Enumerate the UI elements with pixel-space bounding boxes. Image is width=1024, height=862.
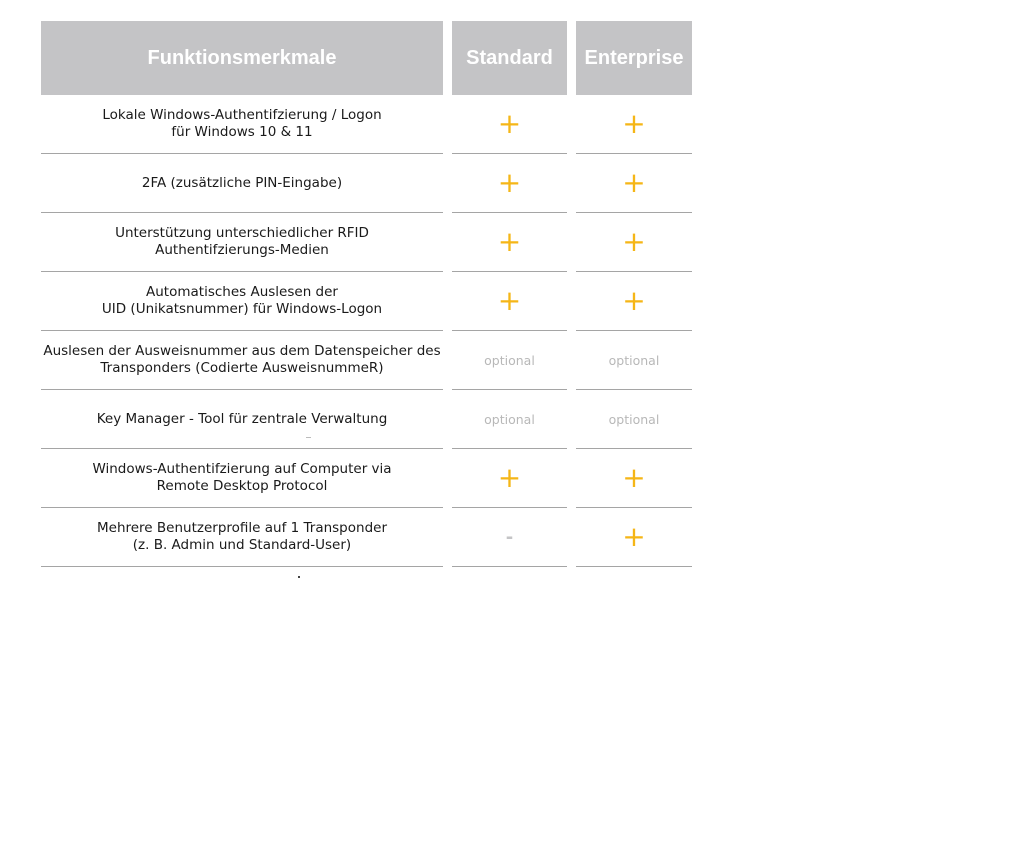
standard-cell bbox=[452, 390, 567, 449]
header-enterprise bbox=[576, 21, 692, 95]
standard-cell bbox=[452, 154, 567, 213]
table-row bbox=[0, 95, 700, 154]
optional-label: optional bbox=[608, 411, 660, 427]
optional-label: optional bbox=[608, 352, 660, 368]
feature-text: Auslesen der Ausweisnummer aus dem Datenspeicher des Transponders (Codierte AusweisnummeR) bbox=[43, 343, 441, 376]
standard-cell bbox=[452, 449, 567, 508]
plus-icon: + bbox=[497, 284, 522, 317]
feature-cell bbox=[41, 331, 443, 390]
feature-cell bbox=[41, 449, 443, 508]
header-features bbox=[41, 21, 443, 95]
feature-text: Unterstützung unterschiedlicher RFID Authentifzierungs-Medien bbox=[115, 225, 369, 258]
stray-dash-mark bbox=[306, 437, 311, 438]
feature-text: Windows-Authentifzierung auf Computer via Remote Desktop Protocol bbox=[92, 461, 392, 494]
feature-cell bbox=[41, 272, 443, 331]
table-row bbox=[0, 154, 700, 213]
standard-cell bbox=[452, 508, 567, 567]
plus-icon: + bbox=[622, 225, 646, 258]
header-standard bbox=[452, 21, 567, 95]
table-row bbox=[0, 449, 700, 508]
feature-cell bbox=[41, 95, 443, 154]
table-row bbox=[0, 272, 700, 331]
enterprise-cell bbox=[576, 390, 692, 449]
feature-cell bbox=[41, 390, 443, 449]
plus-icon: + bbox=[497, 107, 522, 140]
table-row bbox=[0, 213, 700, 272]
feature-text: Key Manager - Tool für zentrale Verwaltung bbox=[96, 410, 388, 427]
plus-icon: + bbox=[622, 166, 646, 199]
enterprise-cell bbox=[576, 331, 692, 390]
header-standard-label: Standard bbox=[466, 46, 553, 69]
table-row bbox=[0, 331, 700, 390]
plus-icon: + bbox=[622, 284, 646, 317]
feature-text: 2FA (zusätzliche PIN-Eingabe) bbox=[141, 174, 343, 191]
standard-cell bbox=[452, 213, 567, 272]
header-enterprise-label: Enterprise bbox=[584, 46, 684, 69]
feature-text: Mehrere Benutzerprofile auf 1 Transponder (z. B. Admin und Standard-User) bbox=[96, 520, 387, 553]
plus-icon: + bbox=[622, 107, 646, 140]
plus-icon: + bbox=[622, 461, 646, 494]
enterprise-cell bbox=[576, 508, 692, 567]
feature-cell bbox=[41, 213, 443, 272]
enterprise-cell bbox=[576, 154, 692, 213]
enterprise-cell bbox=[576, 449, 692, 508]
standard-cell bbox=[452, 272, 567, 331]
enterprise-cell bbox=[576, 213, 692, 272]
optional-label: optional bbox=[484, 352, 535, 368]
header-features-label: Funktionsmerkmale bbox=[147, 46, 337, 69]
plus-icon: + bbox=[497, 461, 522, 494]
dash-icon: - bbox=[505, 526, 514, 548]
enterprise-cell bbox=[576, 95, 692, 154]
feature-cell bbox=[41, 154, 443, 213]
table-row bbox=[0, 508, 700, 567]
enterprise-cell bbox=[576, 272, 692, 331]
standard-cell bbox=[452, 331, 567, 390]
standard-cell bbox=[452, 95, 567, 154]
table-row bbox=[0, 390, 700, 449]
stray-dot-mark bbox=[298, 576, 300, 578]
plus-icon: + bbox=[622, 520, 646, 553]
feature-text: Lokale Windows-Authentifzierung / Logon für Windows 10 & 11 bbox=[102, 107, 382, 140]
feature-text: Automatisches Auslesen der UID (Unikatsnummer) für Windows-Logon bbox=[101, 284, 383, 317]
optional-label: optional bbox=[484, 411, 535, 427]
feature-cell bbox=[41, 508, 443, 567]
plus-icon: + bbox=[497, 166, 522, 199]
plus-icon: + bbox=[497, 225, 522, 258]
